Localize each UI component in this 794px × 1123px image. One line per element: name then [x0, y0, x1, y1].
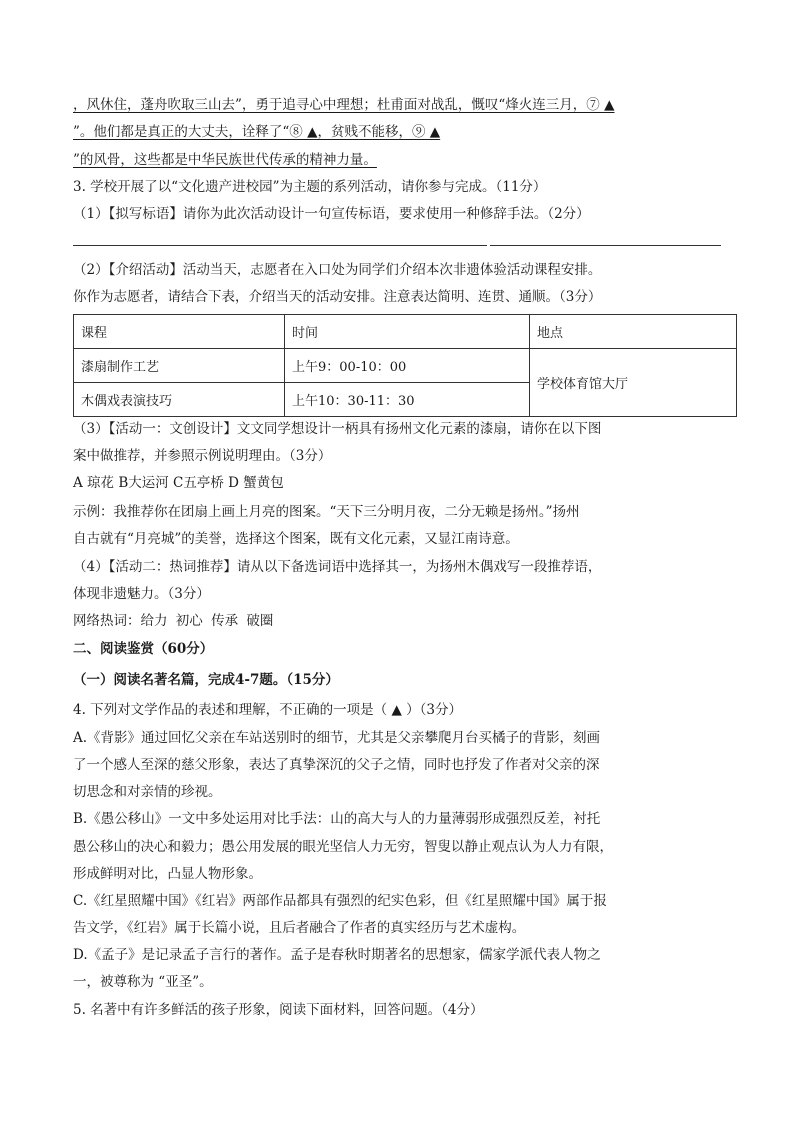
hot-words: 网络热词：给力 初心 传承 破圈: [73, 613, 274, 629]
intro-line-2: ”。他们都是真正的大丈夫，诠释了“⑧ ▲，贫贱不能移，⑨ ▲: [73, 124, 441, 140]
design-options: A 琼花 B大运河 C五亭桥 D 蟹黄包: [73, 475, 284, 491]
question-3-part-2-line-1: （2）【介绍活动】活动当天，志愿者在入口处为同学们介绍本次非遗体验活动课程安排。: [73, 262, 602, 278]
time-cell: 上午9：00-10：00: [285, 349, 530, 383]
answer-line[interactable]: [490, 245, 721, 246]
intro-line-1: ，风休住，蓬舟吹取三山去”，勇于追寻心中理想；杜甫面对战乱，慨叹“烽火连三月，⑦ ▲: [73, 97, 615, 113]
question-5-title: 5. 名著中有许多鲜活的孩子形象，阅读下面材料，回答问题。（4分）: [73, 1002, 484, 1018]
question-3-title: 3. 学校开展了以“文化遗产进校园”为主题的系列活动，请你参与完成。（11分）: [73, 179, 547, 195]
option-a-line-3: 切思念和对亲情的珍视。: [73, 784, 222, 800]
option-c-line-1: C.《红星照耀中国》《红岩》两部作品都具有强烈的纪实色彩，但《红星照耀中国》属于报: [73, 893, 607, 909]
course-cell: 木偶戏表演技巧: [74, 383, 285, 417]
question-3-part-2-line-2: 你作为志愿者，请结合下表，介绍当天的活动安排。注意表达简明、连贯、通顺。（3分）: [73, 289, 602, 305]
header-course: 课程: [74, 315, 285, 349]
example-line-1: 示例：我推荐你在团扇上画上月亮的图案。“天下三分明月夜，二分无赖是扬州。”扬州: [73, 504, 580, 520]
course-cell: 漆扇制作工艺: [74, 349, 285, 383]
option-a-line-1: A.《背影》通过回忆父亲在车站送别时的细节，尤其是父亲攀爬月台买橘子的背影，刻画: [73, 730, 601, 746]
intro-line-3: ”的风骨，这些都是中华民族世代传承的精神力量。: [73, 152, 377, 168]
question-3-part-3-line-2: 案中做推荐，并参照示例说明理由。（3分）: [73, 448, 332, 464]
header-location: 地点: [530, 315, 737, 349]
table-row: [74, 349, 737, 383]
question-4-title: 4. 下列对文学作品的表述和理解，不正确的一项是（ ▲ ）（3分）: [73, 702, 462, 718]
time-cell: 上午10：30-11：30: [285, 383, 530, 417]
question-3-part-4-line-1: （4）【活动二：热词推荐】请从以下备选词语中选择其一，为扬州木偶戏写一段推荐语，: [73, 559, 602, 575]
option-a-line-2: 了一个感人至深的慈父形象，表达了真挚深沉的父子之情，同时也抒发了作者对父亲的深: [73, 757, 600, 773]
option-d-line-1: D.《孟子》是记录孟子言行的著作。孟子是春秋时期著名的思想家，儒家学派代表人物之: [73, 947, 601, 963]
table-header-row: [74, 315, 737, 349]
option-b-line-2: 愚公移山的决心和毅力；愚公用发展的眼光坚信人力无穷，智叟以静止观点认为人力有限，: [73, 839, 613, 855]
schedule-table: [73, 314, 737, 417]
part-1-title: （一）阅读名著名篇，完成4-7题。（15分）: [73, 672, 339, 688]
question-3-part-1: （1）【拟写标语】请你为此次活动设计一句宣传标语，要求使用一种修辞手法。（2分）: [73, 206, 590, 222]
section-2-title: 二、阅读鉴赏（60分）: [73, 641, 214, 657]
header-time: 时间: [285, 315, 530, 349]
option-b-line-3: 形成鲜明对比，凸显人物形象。: [73, 866, 262, 882]
answer-line[interactable]: [73, 245, 487, 246]
option-d-line-2: 一，被尊称为 “亚圣”。: [73, 974, 213, 990]
location-cell: 学校体育馆大厅: [530, 349, 737, 417]
question-3-part-4-line-2: 体现非遗魅力。（3分）: [73, 586, 210, 602]
option-b-line-1: B.《愚公移山》一文中多处运用对比手法：山的高大与人的力量薄弱形成强烈反差，衬托: [73, 811, 601, 827]
question-3-part-3-line-1: （3）【活动一：文创设计】文文同学想设计一柄具有扬州文化元素的漆扇，请你在以下图: [73, 421, 602, 437]
option-c-line-2: 告文学，《红岩》属于长篇小说，且后者融合了作者的真实经历与艺术虚构。: [73, 920, 526, 936]
example-line-2: 自古就有“月亮城”的美誉，选择这个图案，既有文化元素，又显江南诗意。: [73, 531, 519, 547]
